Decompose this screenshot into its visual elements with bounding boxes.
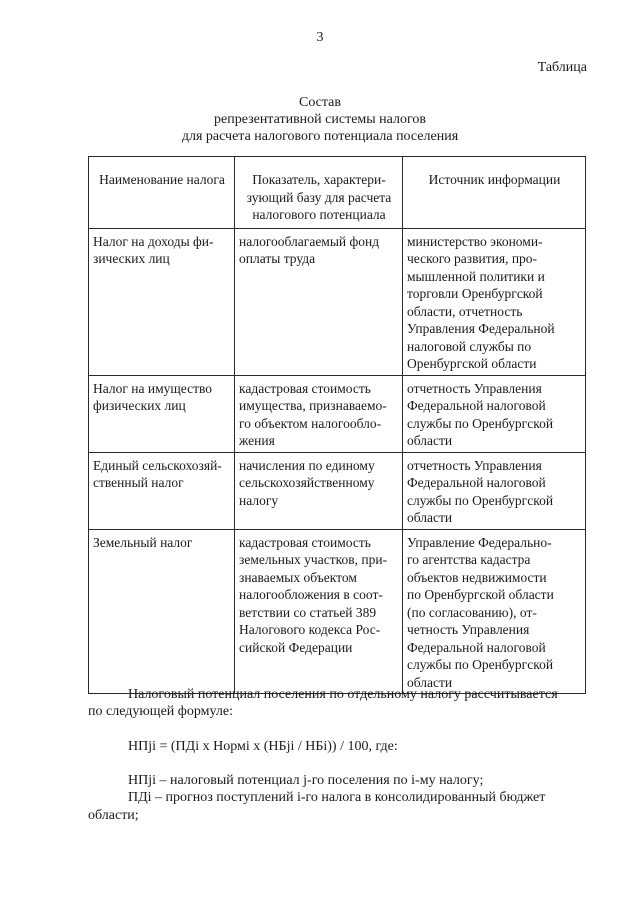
- cell-text-line: Федеральной налоговой: [407, 398, 546, 413]
- cell-text-line: налоговой службы по: [407, 338, 532, 354]
- cell-text-line: го объектом налогообло-: [239, 415, 382, 431]
- definition-np: НПji – налоговый потенциал j-го поселения по i-му налогу;: [128, 773, 484, 788]
- table-header-cell: [403, 157, 586, 229]
- cell-text-line: отчетность Управления: [407, 457, 542, 473]
- table-row: [89, 228, 586, 375]
- cell-text-line: Налогового кодекса Рос-: [239, 622, 381, 637]
- cell-text-line: кадастровая стоимость: [239, 534, 371, 550]
- cell-text-line: жения: [239, 433, 275, 448]
- cell-text-line: кадастровая стоимость: [239, 380, 371, 396]
- table-cell: [403, 529, 586, 694]
- cell-text-line: области: [407, 433, 453, 448]
- header-text-line: Наименование налога: [99, 172, 225, 187]
- cell-text-line: ческого развития, про-: [407, 251, 538, 266]
- cell-text-line: Налог на имущество: [93, 380, 213, 396]
- cell-text-line: торговли Оренбургской: [407, 286, 543, 301]
- table-header-cell: [235, 157, 403, 229]
- table-cell: [235, 529, 403, 694]
- header-text-line: зующий базу для расчета: [246, 189, 392, 205]
- cell-text-line: отчетность Управления: [407, 380, 542, 396]
- table-cell: [235, 452, 403, 529]
- table-row: [89, 375, 586, 452]
- table-cell: [89, 228, 235, 375]
- paragraph-line-1: Налоговый потенциал поселения по отдельному налогу рассчитывается: [128, 687, 558, 702]
- cell-text-line: физических лиц: [93, 398, 186, 413]
- table-cell: [89, 375, 235, 452]
- table-cell: [403, 452, 586, 529]
- cell-text-line: области: [407, 674, 453, 690]
- cell-text-line: Федеральной налоговой: [407, 639, 546, 655]
- cell-text-line: области: [407, 510, 453, 525]
- header-text-line: Источник информации: [428, 172, 561, 187]
- cell-text-line: службы по Оренбургской: [407, 492, 554, 508]
- table-cell: [235, 228, 403, 375]
- table-header-row: [89, 157, 586, 229]
- cell-text-line: Управления Федеральной: [407, 321, 555, 336]
- table-cell: [235, 375, 403, 452]
- table-cell: [89, 452, 235, 529]
- table-cell: [403, 375, 586, 452]
- table-header-cell: [89, 157, 235, 229]
- cell-text-line: объектов недвижимости: [407, 569, 547, 585]
- cell-text-line: Единый сельскохозяй-: [93, 457, 222, 473]
- cell-text-line: зических лиц: [93, 251, 170, 266]
- cell-text-line: налогооблагаемый фонд: [239, 233, 380, 249]
- cell-text-line: оплаты труда: [239, 251, 316, 266]
- table-row: [89, 452, 586, 529]
- header-text-line: налогового потенциала: [252, 207, 386, 222]
- cell-text-line: Федеральной налоговой: [407, 475, 546, 490]
- definition-pd-line-1: ПДi – прогноз поступлений i-го налога в консолидированный бюджет: [128, 790, 546, 805]
- page-number: 3: [316, 30, 324, 45]
- cell-text-line: министерство экономи-: [407, 233, 543, 249]
- cell-text-line: по Оренбургской области: [407, 587, 554, 602]
- cell-text-line: Налог на доходы фи-: [93, 233, 214, 249]
- cell-text-line: Управление Федерально-: [407, 534, 552, 550]
- paragraph-line-2: по следующей формуле:: [88, 704, 233, 719]
- cell-text-line: (по согласованию), от-: [407, 604, 537, 620]
- cell-text-line: службы по Оренбургской: [407, 415, 554, 431]
- table-title-line-3: для расчета налогового потенциала поселения: [181, 129, 459, 144]
- cell-text-line: службы по Оренбургской: [407, 657, 554, 672]
- cell-text-line: знаваемых объектом: [239, 569, 357, 585]
- cell-text-line: сийской Федерации: [239, 639, 353, 655]
- cell-text-line: налогу: [239, 492, 279, 508]
- cell-text-line: налогообложения в соот-: [239, 587, 383, 602]
- tax-system-table: [88, 156, 586, 694]
- table-cell: [89, 529, 235, 694]
- cell-text-line: земельных участков, при-: [239, 552, 388, 567]
- cell-text-line: четность Управления: [407, 622, 530, 637]
- cell-text-line: ветствии со статьей 389: [239, 604, 377, 620]
- table-label: Таблица: [537, 60, 587, 75]
- header-text-line: Показатель, характери-: [252, 172, 386, 187]
- cell-text-line: ственный налог: [93, 475, 184, 490]
- table-title-line-1: Состав: [298, 95, 341, 110]
- formula: НПji = (ПДi х Нормi х (НБji / НБi)) / 100, где:: [128, 739, 398, 754]
- cell-text-line: начисления по единому: [239, 457, 375, 473]
- cell-text-line: Земельный налог: [93, 534, 193, 550]
- cell-text-line: мышленной политики и: [407, 268, 545, 284]
- cell-text-line: сельскохозяйственному: [239, 475, 375, 490]
- cell-text-line: Оренбургской области: [407, 356, 537, 371]
- cell-text-line: имущества, признаваемо-: [239, 398, 387, 413]
- cell-text-line: области, отчетность: [407, 303, 523, 319]
- definition-pd-line-2: области;: [88, 808, 139, 823]
- table-cell: [403, 228, 586, 375]
- table-title-line-2: репрезентативной системы налогов: [213, 112, 426, 127]
- table-row: [89, 529, 586, 694]
- cell-text-line: го агентства кадастра: [407, 552, 531, 567]
